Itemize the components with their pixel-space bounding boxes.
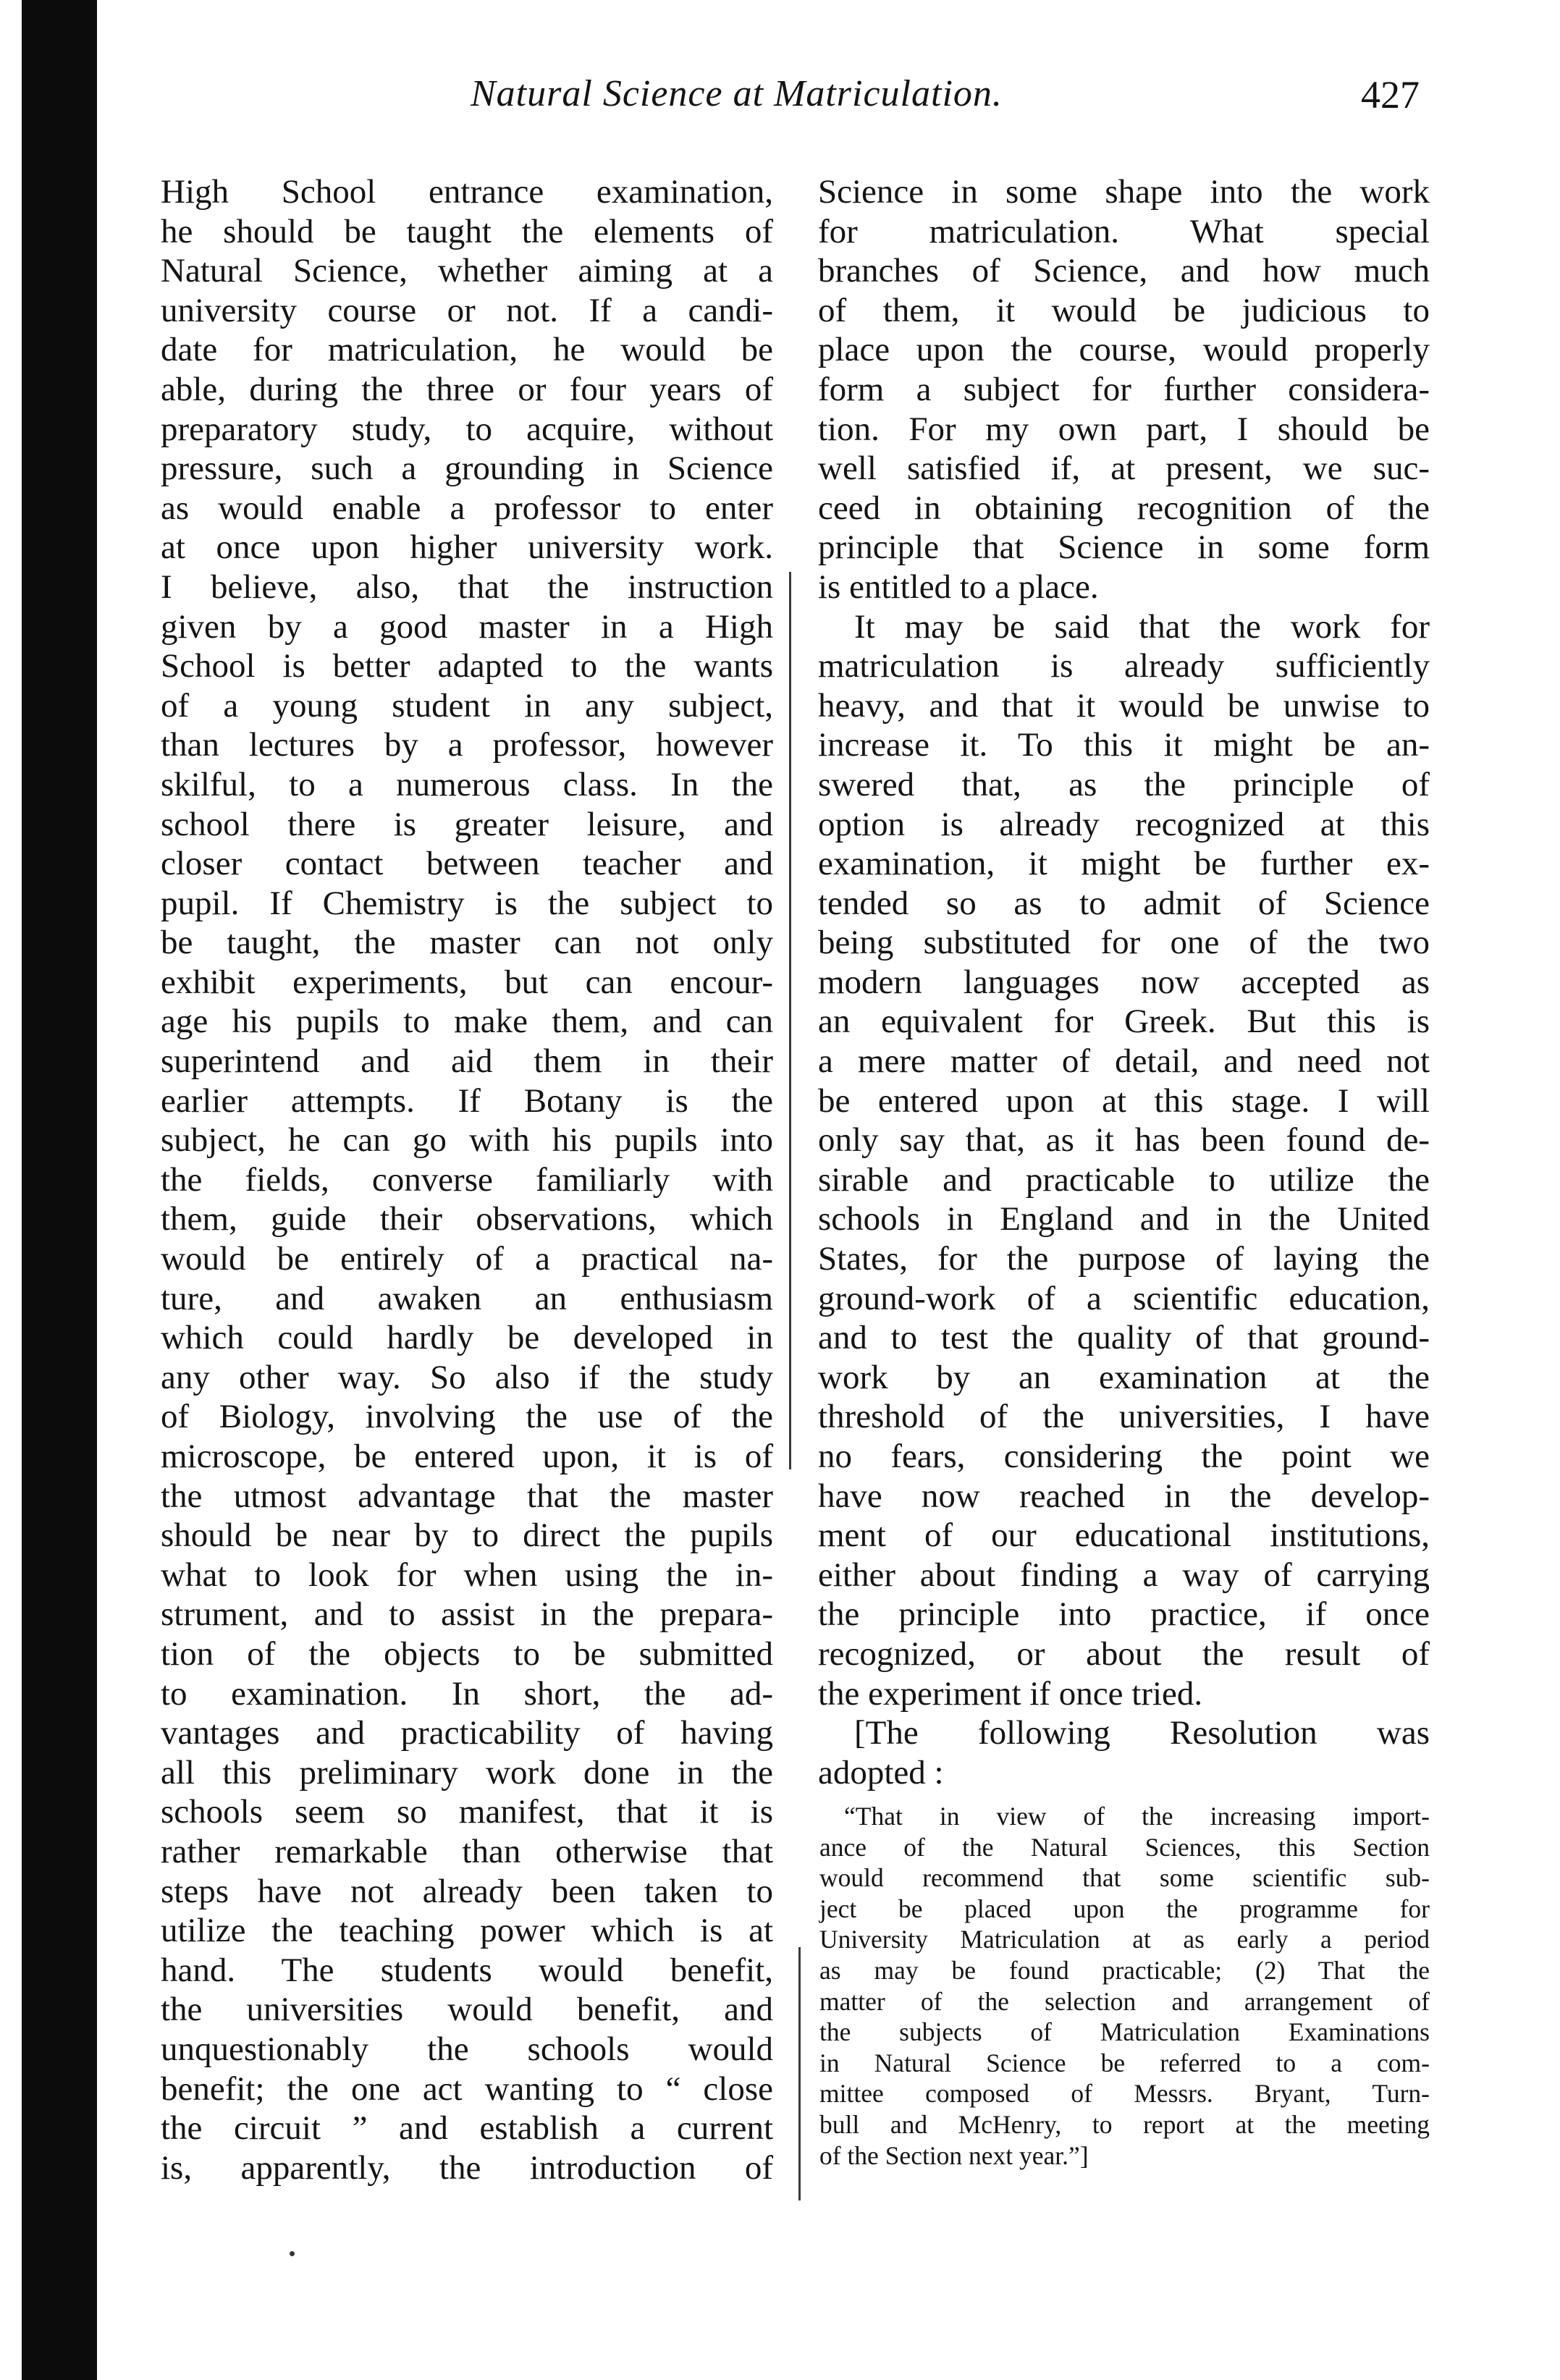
text-line: matriculation is already sufficiently: [818, 647, 1430, 685]
text-line: the circuit ” and establish a current: [161, 2109, 773, 2148]
resolution-line: ance of the Natural Sciences, this Section: [819, 1832, 1430, 1862]
text-line: utilize the teaching power which is at: [161, 1912, 773, 1950]
text-line: a mere matter of detail, and need not: [818, 1042, 1430, 1081]
text-line: benefit; the one act wanting to “ close: [161, 2069, 773, 2108]
text-line: School is better adapted to the wants: [161, 647, 773, 685]
resolution-line: matter of the selection and arrangement of: [819, 1986, 1430, 2016]
text-line: the principle into practice, if once: [818, 1595, 1430, 1634]
text-line: microscope, be entered upon, it is of: [161, 1438, 773, 1475]
text-line: given by a good master in a High: [161, 607, 773, 646]
text-line: of a young student in any subject,: [161, 686, 773, 725]
text-line: option is already recognized at this: [818, 805, 1430, 843]
text-line: Natural Science, whether aiming at a: [161, 252, 773, 290]
text-line: have now reached in the develop-: [818, 1477, 1430, 1515]
resolution-line: bull and McHenry, to report at the meeting: [819, 2109, 1430, 2139]
resolution-line: would recommend that some scientific sub-: [819, 1863, 1430, 1893]
running-title: Natural Science at Matriculation.: [471, 73, 1003, 114]
column-divider: [789, 572, 791, 1469]
text-line: exhibit experiments, but can encour-: [161, 963, 773, 1001]
text-line: sirable and practicable to utilize the: [818, 1160, 1430, 1199]
text-line: tended so as to admit of Science: [818, 884, 1430, 922]
text-line: schools seem so manifest, that it is: [161, 1793, 773, 1831]
resolution-line: University Matriculation at as early a period: [819, 1925, 1430, 1954]
text-line: the universities would benefit, and: [161, 1991, 773, 2029]
text-line: of Biology, involving the use of the: [161, 1398, 773, 1436]
text-line: examination, it might be further ex-: [818, 845, 1430, 883]
resolution-line: mittee composed of Messrs. Bryant, Turn-: [819, 2079, 1430, 2109]
text-line: ture, and awaken an enthusiasm: [161, 1279, 773, 1317]
text-line: what to look for when using the in-: [161, 1556, 773, 1594]
resolution-line: the subjects of Matriculation Examinations: [819, 2017, 1430, 2047]
text-line: of them, it would be judicious to: [818, 291, 1430, 329]
text-line: steps have not already been taken to: [161, 1872, 773, 1910]
text-line: subject, he can go with his pupils into: [161, 1121, 773, 1160]
text-line: as would enable a professor to enter: [161, 489, 773, 527]
text-line: at once upon higher university work.: [161, 528, 773, 567]
text-line: ground-work of a scientific education,: [818, 1279, 1430, 1317]
text-line: is, apparently, the introduction of: [161, 2148, 773, 2187]
text-line: preparatory study, to acquire, without: [161, 410, 773, 448]
text-line: unquestionably the schools would: [161, 2030, 773, 2068]
text-line: tion. For my own part, I should be: [818, 410, 1430, 448]
text-line: heavy, and that it would be unwise to: [818, 686, 1430, 725]
text-line: be entered upon at this stage. I will: [818, 1081, 1430, 1120]
text-line: well satisfied if, at present, we suc-: [818, 450, 1430, 488]
text-line: High School entrance examination,: [161, 173, 773, 211]
column-divider: [798, 1947, 801, 2200]
text-line: for matriculation. What special: [818, 212, 1430, 250]
page-number: 427: [1361, 73, 1420, 117]
text-line: which could hardly be developed in: [161, 1319, 773, 1357]
text-line: date for matriculation, he would be: [161, 331, 773, 369]
text-line: than lectures by a professor, however: [161, 726, 773, 764]
text-line: superintend and aid them in their: [161, 1042, 773, 1081]
text-line: strument, and to assist in the prepara-: [161, 1595, 773, 1634]
right-column: [818, 172, 1430, 1792]
text-line: It may be said that the work for: [854, 607, 1430, 646]
text-line: is entitled to a place.: [818, 567, 1099, 606]
text-line: States, for the purpose of laying the: [818, 1240, 1430, 1278]
text-line: vantages and practicability of having: [161, 1714, 773, 1752]
text-line: them, guide their observations, which: [161, 1200, 773, 1238]
resolution-line: ject be placed upon the programme for: [819, 1894, 1430, 1923]
text-line: [The following Resolution was: [854, 1714, 1430, 1752]
resolution-line: “That in view of the increasing import-: [844, 1802, 1430, 1831]
text-line: the fields, converse familiarly with: [161, 1160, 773, 1199]
text-line: only say that, as it has been found de-: [818, 1121, 1430, 1160]
text-line: schools in England and in the United: [818, 1200, 1430, 1238]
text-line: Science in some shape into the work: [818, 173, 1430, 211]
text-line: he should be taught the elements of: [161, 212, 773, 250]
text-line: to examination. In short, the ad-: [161, 1674, 773, 1713]
text-line: would be entirely of a practical na-: [161, 1240, 773, 1278]
text-line: I believe, also, that the instruction: [161, 567, 773, 606]
text-line: and to test the quality of that ground-: [818, 1319, 1430, 1357]
text-line: threshold of the universities, I have: [818, 1398, 1430, 1436]
scan-edge-shadow: [22, 0, 97, 2380]
text-line: swered that, as the principle of: [818, 765, 1430, 803]
text-line: adopted :: [818, 1753, 944, 1792]
text-line: form a subject for further considera-: [818, 370, 1430, 408]
text-line: the utmost advantage that the master: [161, 1477, 773, 1515]
text-line: skilful, to a numerous class. In the: [161, 765, 773, 803]
text-line: hand. The students would benefit,: [161, 1951, 773, 1989]
text-line: pupil. If Chemistry is the subject to: [161, 884, 773, 922]
text-line: no fears, considering the point we: [818, 1438, 1430, 1475]
left-column: [161, 172, 773, 2187]
text-line: pressure, such a grounding in Science: [161, 450, 773, 488]
text-line: branches of Science, and how much: [818, 252, 1430, 290]
text-line: earlier attempts. If Botany is the: [161, 1081, 773, 1120]
text-line: rather remarkable than otherwise that: [161, 1832, 773, 1870]
text-line: an equivalent for Greek. But this is: [818, 1003, 1430, 1041]
text-line: principle that Science in some form: [818, 528, 1430, 567]
text-line: increase it. To this it might be an-: [818, 726, 1430, 764]
text-line: being substituted for one of the two: [818, 924, 1430, 962]
text-line: any other way. So also if the study: [161, 1358, 773, 1396]
resolution-line: as may be found practicable; (2) That the: [819, 1955, 1430, 1985]
text-line: place upon the course, would properly: [818, 331, 1430, 369]
text-line: either about finding a way of carrying: [818, 1556, 1430, 1594]
text-line: able, during the three or four years of: [161, 370, 773, 408]
text-line: ment of our educational institutions,: [818, 1516, 1430, 1555]
resolution-line: of the Section next year.”]: [819, 2140, 1089, 2170]
text-line: age his pupils to make them, and can: [161, 1003, 773, 1041]
resolution-line: in Natural Science be referred to a com-: [819, 2048, 1430, 2077]
text-line: work by an examination at the: [818, 1358, 1430, 1396]
text-line: the experiment if once tried.: [818, 1674, 1203, 1713]
text-line: be taught, the master can not only: [161, 924, 773, 962]
text-line: all this preliminary work done in the: [161, 1753, 773, 1792]
scan-speck: [290, 2251, 295, 2256]
text-line: ceed in obtaining recognition of the: [818, 489, 1430, 527]
text-line: should be near by to direct the pupils: [161, 1516, 773, 1555]
text-line: university course or not. If a candi-: [161, 291, 773, 329]
text-line: modern languages now accepted as: [818, 963, 1430, 1001]
text-line: recognized, or about the result of: [818, 1634, 1430, 1673]
text-line: closer contact between teacher and: [161, 845, 773, 883]
text-line: school there is greater leisure, and: [161, 805, 773, 843]
text-line: tion of the objects to be submitted: [161, 1634, 773, 1673]
resolution-quote: [819, 1801, 1430, 2171]
